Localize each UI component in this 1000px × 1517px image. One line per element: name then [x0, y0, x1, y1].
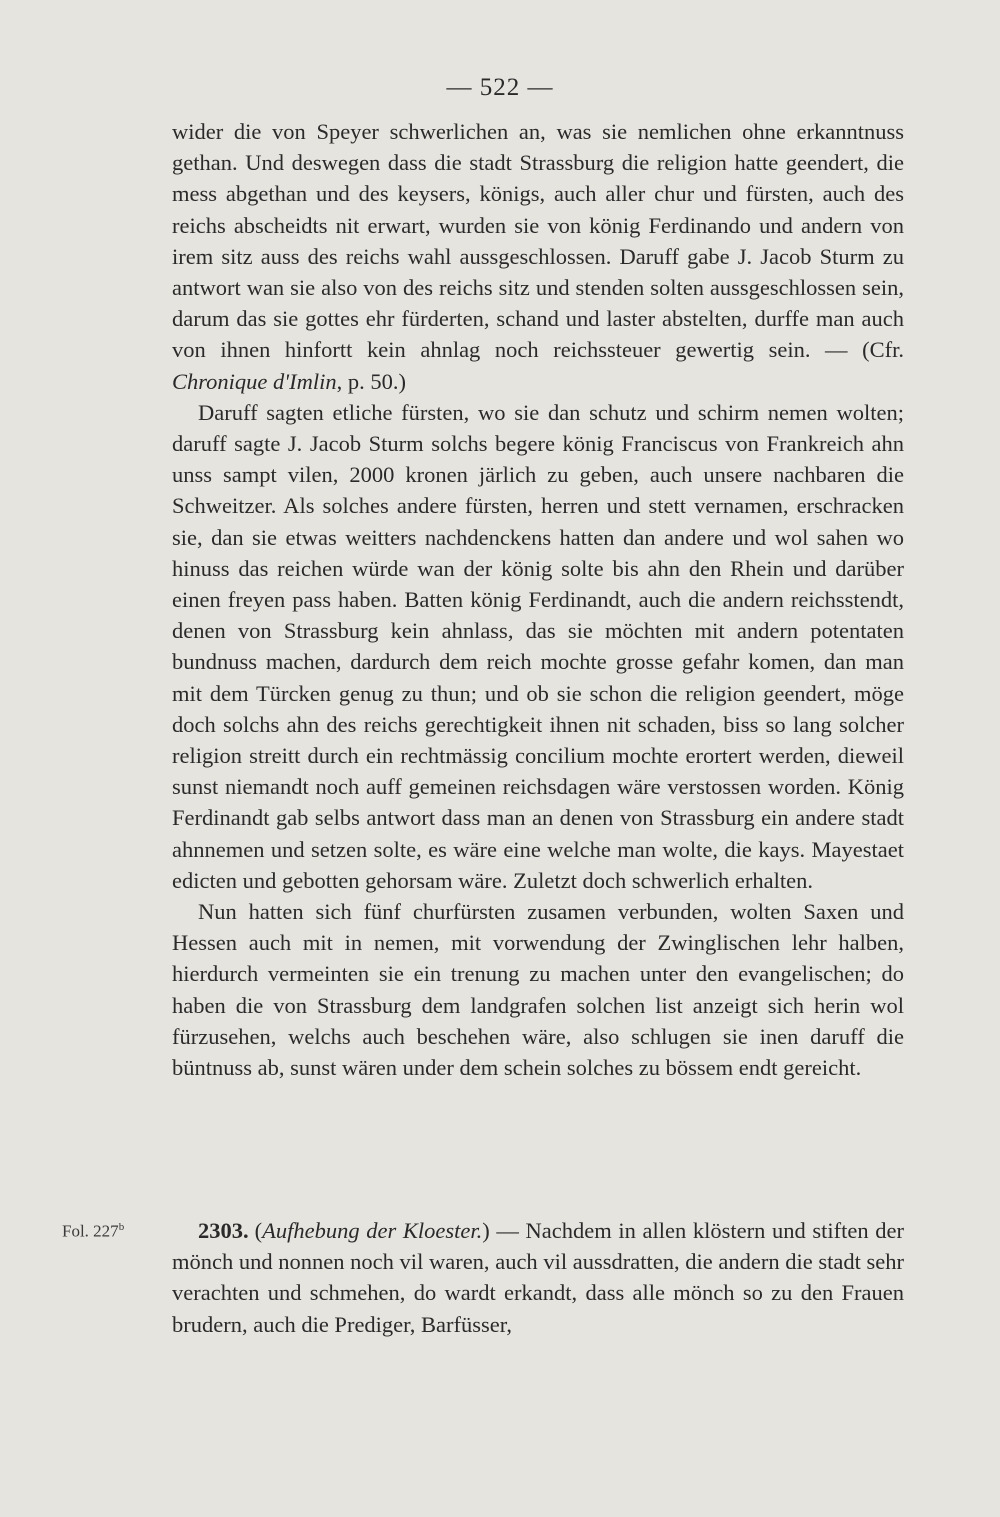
folio-label: Fol. 227 [62, 1221, 119, 1241]
main-text [172, 116, 904, 1083]
folio-superscript: b [118, 1221, 125, 1233]
page-number: — 522 — [446, 74, 554, 101]
entry-title-open: ( [254, 1218, 263, 1243]
entry-paragraph [172, 1215, 904, 1340]
citation-page: , p. 50.) [336, 368, 406, 394]
folio-margin-note [62, 1221, 124, 1242]
citation-title: Chronique d'Imlin [172, 368, 337, 394]
paragraph-1-text: wider die von Speyer schwerlichen an, was sie nemlichen ohne erkanntnuss gethan. Und deswegen dass die stadt Strassburg die religion hatte geendert, die mess abgethan und des keysers, königs, auch aller chur und fürsten, auch des reichs abscheidts nit erwart, wurden sie von könig Ferdinando und andern von irem sitz auss des reichs wahl aussgeschlossen. Daruff gabe J. Jacob Sturm zu antwort wan sie also von des reichs sitz und stenden solten aussgeschlossen sein, darum das sie gottes ehr fürderten, schand und laster abstelten, durffe man auch von ihnen hinfortt kein ahnlag noch reichssteuer gewertig sein. — (Cfr. [172, 119, 904, 363]
entry-2303 [172, 1215, 904, 1340]
entry-title: Aufhebung der Kloester. [262, 1218, 483, 1243]
paragraph-2: Daruff sagten etliche fürsten, wo sie dan schutz und schirm nemen wolten; daruff sagte J. Jacob Sturm solchs begere könig Franciscus von Frankreich ahn unss sampt vilen, 2000 kronen järlich zu geben, auch unsere nachbaren die Schweitzer. Als solches andere fürsten, herren und stett vernamen, erschracken sie, dan sie etwas weitters nachdenckens hatten dan andere und wol sahen wo hinuss das reichen würde wan der könig solte bis ahn den Rhein und darüber einen freyen pass haben. Batten könig Ferdinandt, auch die andern reichsstendt, denen von Strassburg kein ahnlass, das sie möchten mit andern potentaten bundnuss machen, dardurch dem reich mochte grosse gefahr komen, dan man mit dem Türcken genug zu thun; und ob sie schon die religion geendert, möge doch solchs ahn des reichs gerechtigkeit ihnen nit schaden, biss so lang solcher religion streitt durch ein rechtmässig concilium mochte erortert werden, dieweil sunst niemandt noch auff gemeinen reichsdagen wäre verstossen worden. König Ferdinandt gab selbs antwort dass man an denen von Strassburg ein andere stadt ahnnemen und setzen solte, es wäre eine welche man wolte, die kays. Mayestaet edicten und gebotten gehorsam wäre. Zuletzt doch schwerlich erhalten. [172, 399, 904, 893]
paragraph-1 [172, 116, 904, 397]
entry-number: 2303. [198, 1218, 249, 1243]
entry-title-close: ) [482, 1218, 490, 1243]
paragraph-3: Nun hatten sich fünf churfürsten zusamen verbunden, wolten Saxen und Hessen auch mit in nemen, mit vorwendung der Zwinglischen lehr halben, hierdurch vermeinten sie ein trenung zu machen unter den evangelischen; do haben die von Strassburg dem landgrafen solchen list anzeigt sich herin wol fürzusehen, welchs auch beschehen wäre, also schlugen sie inen daruff die büntnuss ab, sunst wären under dem schein solches zu bössem endt gereicht. [172, 899, 904, 1081]
entry-text: — Nachdem in allen klöstern und stiften der mönch und nonnen noch vil waren, auch vil aussdratten, die andern die stadt sehr verachten und schmehen, do wardt erkandt, dass alle mönch so zu den Frauen brudern, auch die Prediger, Barfüsser, [172, 1218, 904, 1337]
